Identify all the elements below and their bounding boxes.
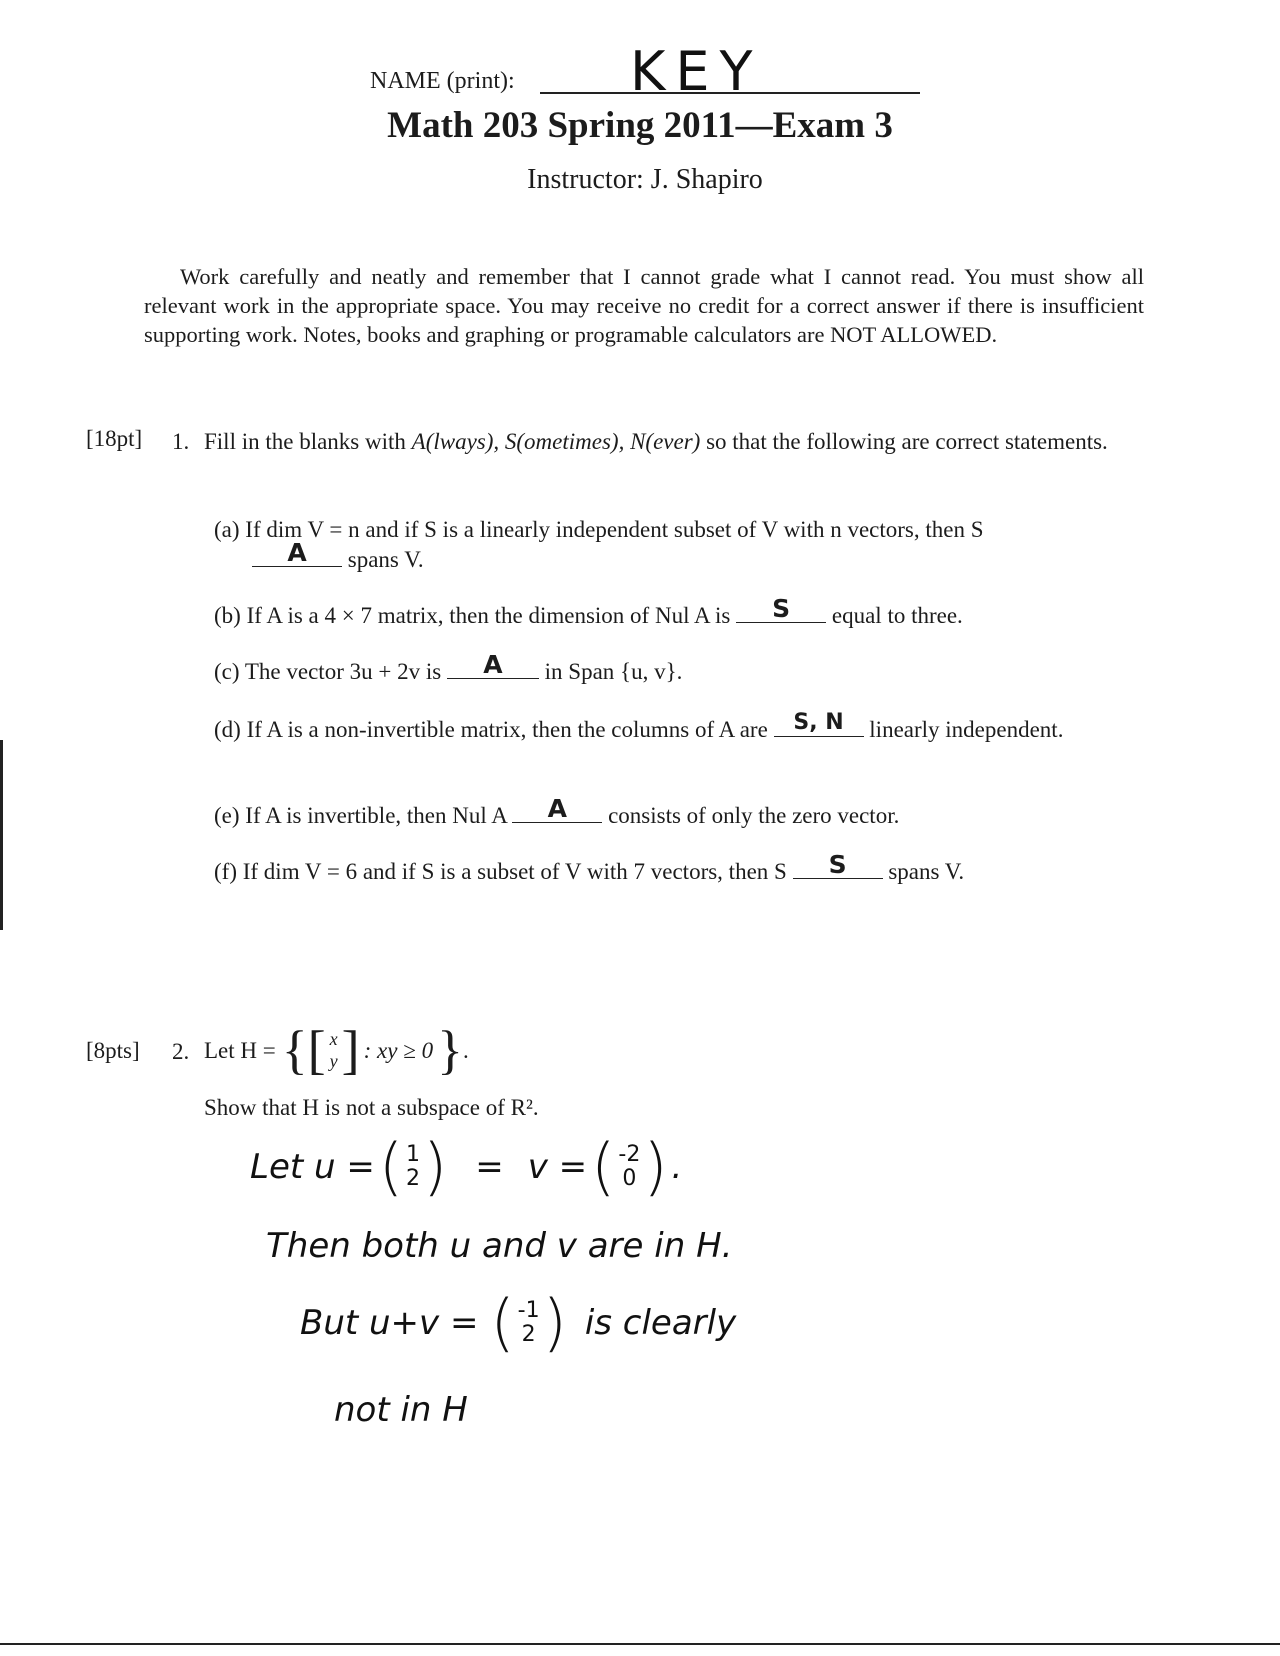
q1-item-c [214,650,1144,686]
q1-item-b [214,594,1144,630]
scan-margin-mark [0,740,3,930]
q1-prompt-end: so that the following are correct statements. [700,429,1108,454]
q2-points: [8pts] [86,1038,140,1063]
answer-e: A [547,794,567,823]
q2-number: 2. [172,1039,190,1064]
q1-number: 1. [172,429,190,454]
name-value: KEY [630,40,763,103]
sum-top: -1 [517,1298,540,1323]
answer-blank-c [447,650,539,679]
set-bottom: y [329,1051,338,1071]
q1-prompt-options: A(lways), S(ometimes), N(ever) [411,429,701,454]
period: . [463,1037,469,1063]
item-text-after: consists of only the zero vector. [608,803,900,828]
sum-bottom: 2 [521,1322,536,1347]
solution-equals: = [475,1147,504,1187]
q1-item-e [214,794,1144,830]
q1-item-d [214,710,1144,744]
solution-but: But u+v = [300,1303,479,1343]
answer-blank-a [252,538,342,567]
item-text-after: equal to three. [831,603,963,628]
answer-blank-b [736,594,826,623]
left-bracket: [ [307,1020,326,1080]
set-vector [326,1028,342,1072]
u-top: 1 [406,1142,421,1167]
v-top: -2 [618,1142,641,1167]
answer-a: A [287,538,307,567]
solution-line-1 [250,1130,683,1203]
item-text: If A is a 4 × 7 matrix, then the dimension of Nul A is [246,603,731,628]
instructions-paragraph: Work carefully and neatly and remember that I cannot grade what I cannot read. You must show all relevant work in the appropriate space. You may receive no credit for a correct answer if there is insufficient supporting work. Notes, books and graphing or programable calculators are NOT ALLOWED. [144,264,1144,347]
vector-v: ( -2 0 ) [591,1130,668,1203]
answer-blank-d [774,710,864,737]
item-text: If dim V = n and if S is a linearly independent subset of V with n vectors, then S [245,517,984,542]
item-text: The vector 3u + 2v is [244,659,442,684]
q2-definition [204,1020,469,1080]
solution-line-2: Then both u and v are in H. [266,1226,733,1266]
answer-d: S, N [793,710,844,735]
solution-let-u: Let u = [250,1147,375,1187]
vector-sum: ( -1 2 ) [490,1286,567,1359]
q2-show-that: Show that H is not a subspace of R². [204,1095,539,1120]
scan-bottom-rule [0,1643,1280,1645]
vector-u: ( 1 2 ) [378,1130,448,1203]
item-label: (f) [214,859,237,884]
item-label: (e) [214,803,240,828]
v-bottom: 0 [622,1166,637,1191]
q2-let: Let H = [204,1037,276,1063]
answer-f: S [828,850,847,879]
item-label: (a) [214,517,240,542]
solution-v-label: v = [527,1147,588,1187]
answer-blank-f [793,850,883,879]
solution-clearly: is clearly [584,1303,737,1343]
solution-line-4: not in H [334,1390,468,1430]
u-bottom: 2 [406,1166,421,1191]
q1-item-a [214,516,1144,574]
item-text-after: spans V. [888,859,965,884]
q1-prompt-start: Fill in the blanks with [204,429,412,454]
item-label: (c) [214,659,240,684]
answer-blank-e [512,794,602,823]
solution-period: . [671,1147,683,1187]
item-text: If A is invertible, then Nul A [245,803,507,828]
instructor: Instructor: J. Shapiro [527,164,763,195]
set-top: x [329,1029,338,1049]
name-label: NAME (print): [370,68,515,94]
answer-b: S [772,594,791,623]
set-condition: : xy ≥ 0 [363,1037,434,1063]
solution-line-3 [300,1286,737,1359]
q1-points: [18pt] [86,426,143,451]
right-bracket: ] [341,1020,360,1080]
set-builder [281,1020,469,1080]
item-text: If A is a non-invertible matrix, then the columns of A are [246,717,768,742]
exam-title: Math 203 Spring 2011—Exam 3 [387,105,893,146]
q1-prompt [204,428,1144,455]
left-brace: { [281,1020,308,1080]
item-label: (d) [214,717,241,742]
answer-c: A [483,650,503,679]
item-text-after: in Span {u, v}. [544,659,683,684]
item-text-after: linearly independent. [869,717,1064,742]
q1-item-f [214,850,1144,886]
right-brace: } [437,1020,463,1080]
item-text: If dim V = 6 and if S is a subset of V with 7 vectors, then S [242,859,787,884]
item-text-after: spans V. [347,547,424,572]
item-label: (b) [214,603,241,628]
